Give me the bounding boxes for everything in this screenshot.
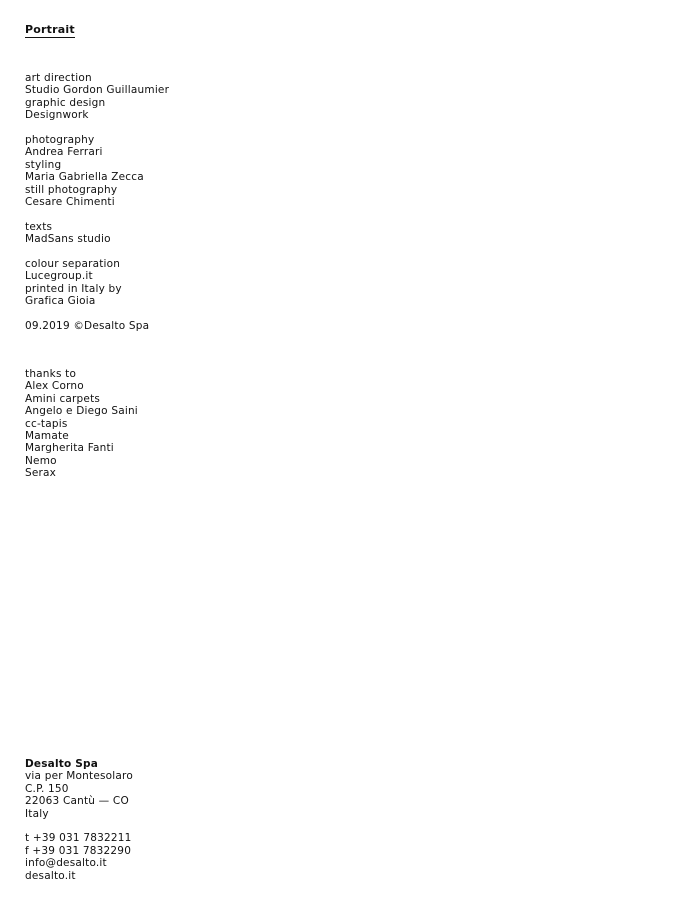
thanks-item: Margherita Fanti <box>25 442 114 455</box>
thanks-item: Angelo e Diego Saini <box>25 405 138 418</box>
credits-group-printing <box>25 258 169 308</box>
credit-role: colour separation <box>25 258 121 271</box>
copyright-notice: 09.2019 ©Desalto Spa <box>25 320 150 333</box>
phone-number: t +39 031 7832211 <box>25 832 132 845</box>
address-line: 22063 Cantù — CO <box>25 795 129 808</box>
credit-role: texts <box>25 220 53 233</box>
website-link[interactable]: desalto.it <box>25 869 76 882</box>
credit-name: Maria Gabriella Zecca <box>25 171 144 184</box>
credit-name: MadSans studio <box>25 233 111 246</box>
company-name: Desalto Spa <box>25 758 99 770</box>
credits-group-texts <box>25 221 169 246</box>
thanks-item: Serax <box>25 467 57 480</box>
company-contacts <box>25 832 133 882</box>
credit-role: art direction <box>25 72 92 84</box>
credit-name: Grafica Gioia <box>25 295 96 308</box>
page-title[interactable]: Portrait <box>25 23 75 36</box>
credit-role: printed in Italy by <box>25 282 122 295</box>
credit-name: Andrea Ferrari <box>25 146 103 159</box>
credits-group-copyright <box>25 320 169 332</box>
thanks-item: Nemo <box>25 454 57 467</box>
credit-name: Cesare Chimenti <box>25 196 115 209</box>
address-line: Italy <box>25 807 49 820</box>
address-line: C.P. 150 <box>25 782 69 795</box>
credits-section <box>25 72 169 345</box>
address-line: via per Montesolaro <box>25 770 133 783</box>
credit-name: Lucegroup.it <box>25 270 93 283</box>
fax-number: f +39 031 7832290 <box>25 844 132 857</box>
thanks-item: cc-tapis <box>25 417 68 430</box>
footer <box>25 758 133 894</box>
credit-role: still photography <box>25 183 118 196</box>
credit-role: styling <box>25 158 62 171</box>
email-link[interactable]: info@desalto.it <box>25 857 107 870</box>
credit-role: graphic design <box>25 96 106 109</box>
thanks-section <box>25 368 138 480</box>
credit-name: Designwork <box>25 109 89 122</box>
credits-group-art-direction <box>25 72 169 122</box>
credits-group-photography <box>25 134 169 208</box>
thanks-heading: thanks to <box>25 368 77 380</box>
credit-name: Studio Gordon Guillaumier <box>25 84 170 97</box>
thanks-item: Alex Corno <box>25 380 84 393</box>
thanks-item: Mamate <box>25 430 69 443</box>
thanks-item: Amini carpets <box>25 392 101 405</box>
credit-role: photography <box>25 134 95 147</box>
company-address <box>25 758 133 820</box>
